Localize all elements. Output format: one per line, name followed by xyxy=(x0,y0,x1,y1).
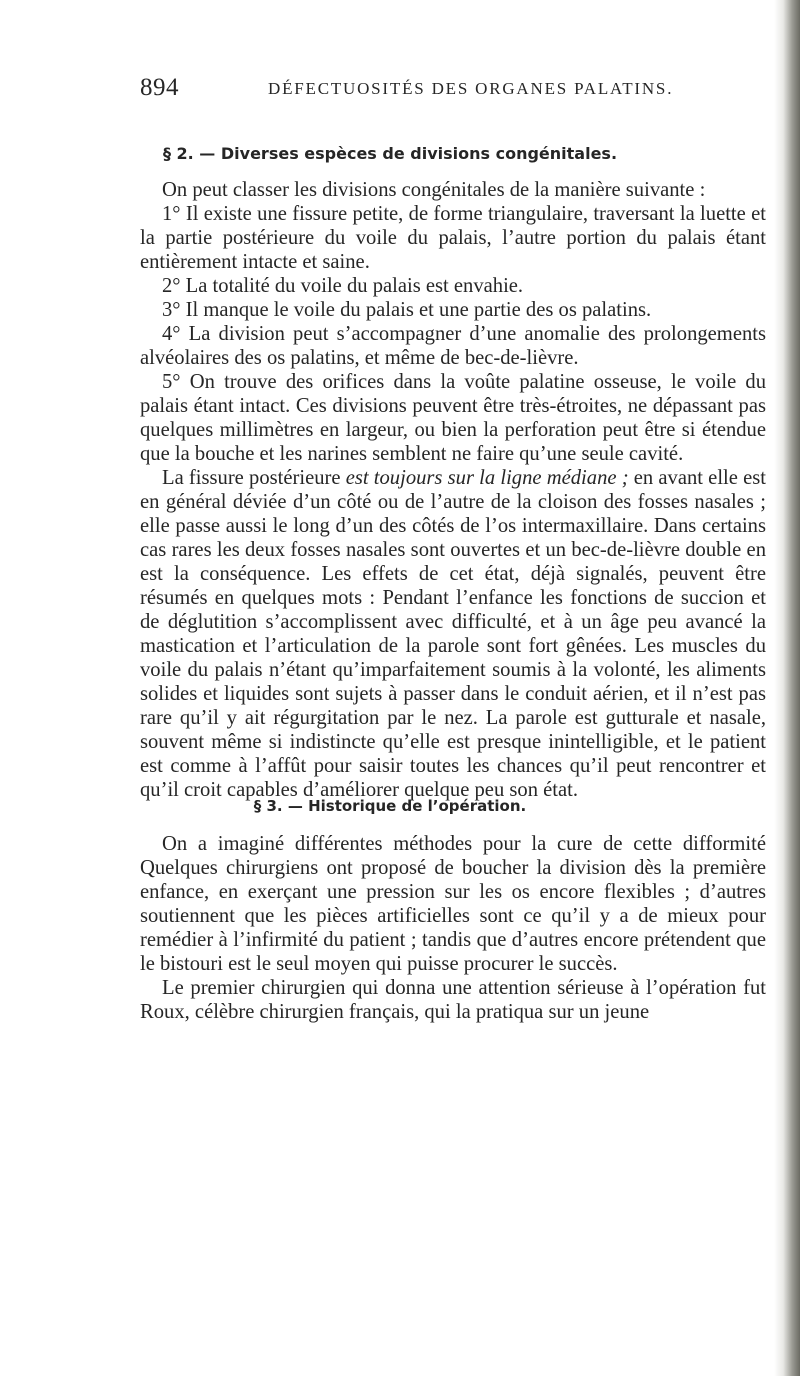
paragraph: 4° La division peut s’accompagner d’une anomalie des prolongements alvéolaires des os palatins, et même de bec-de-lièvre. xyxy=(140,323,766,369)
italic-phrase: est toujours sur la ligne médiane ; xyxy=(345,467,629,489)
paragraph: On a imaginé différentes méthodes pour la cure de cette difformité Quelques chirurgiens ont proposé de boucher la division dès la première enfance, en exerçant une pression sur les os encore flexibles ; d’autres soutiennent que les pièces artificielles sont ce qu’il y a de mieux pour remédier à l’infirmité du patient ; tandis que d’autres encore prétendent que le bistouri est le seul moyen qui puisse procurer le succès. xyxy=(140,833,766,975)
section-heading-2 xyxy=(0,144,780,163)
paragraph-text: en avant elle est en général déviée d’un côté ou de l’autre de la cloison des fosses nasales ; elle passe aussi le long d’un des côtés de l’os intermaxillaire. Dans certains cas rares les deux fosses nasales sont ouvertes et un bec-de-lièvre double en est la conséquence. Les effets de cet état, déjà signalés, peuvent être résumés en quelques mots : Pendant l’enfance les fonctions de succion et de déglutition s’accomplissent avec difficulté, et à un âge peu avancé la mastication et l’articulation de la parole sont fort gênées. Les muscles du voile du palais n’étant qu’imparfaitement soumis à la volonté, les aliments solides et liquides sont sujets à passer dans le conduit aérien, et il n’est pas rare qu’il y ait régurgitation par le nez. La parole est gutturale et nasale, souvent même si indistincte qu’elle est presque inintelligible, et le patient est comme à l’affût pour saisir toutes les chances qu’il peut rencontrer et qu’il croit capables d’améliorer quelque peu son état. xyxy=(140,467,766,801)
section-2-body xyxy=(140,178,766,802)
section-heading-2-text: § 2. — Diverses espèces de divisions congénitales. xyxy=(162,144,618,163)
section-heading-3 xyxy=(0,797,780,815)
paragraph: 2° La totalité du voile du palais est envahie. xyxy=(162,275,524,297)
paragraph: Le premier chirurgien qui donna une attention sérieuse à l’opération fut Roux, célèbre chirurgien français, qui la pratiqua sur un jeune xyxy=(140,977,766,1023)
paragraph: 5° On trouve des orifices dans la voûte palatine osseuse, le voile du palais étant intact. Ces divisions peuvent être très-étroites, ne dépassant pas quelques millimètres en largeur, ou bien la perforation peut être si étendue que la bouche et les narines semblent ne faire qu’une seule cavité. xyxy=(140,371,766,465)
section-3-body xyxy=(140,832,766,1024)
paragraph-with-italic xyxy=(140,466,766,802)
running-title: DÉFECTUOSITÉS DES ORGANES PALATINS. xyxy=(268,79,674,98)
paragraph: On peut classer les divisions congénitales de la manière suivante : xyxy=(162,179,706,201)
paragraph: 1° Il existe une fissure petite, de forme triangulaire, traversant la luette et la partie postérieure du voile du palais, l’autre portion du palais étant entièrement intacte et saine. xyxy=(140,203,766,273)
paragraph: 3° Il manque le voile du palais et une partie des os palatins. xyxy=(162,299,652,321)
running-head xyxy=(140,74,770,104)
page-number: 894 xyxy=(140,74,179,101)
section-heading-3-text: § 3. — Historique de l’opération. xyxy=(253,797,527,815)
page-edge-shadow xyxy=(774,0,800,1376)
paragraph-text: La fissure postérieure xyxy=(162,467,346,489)
